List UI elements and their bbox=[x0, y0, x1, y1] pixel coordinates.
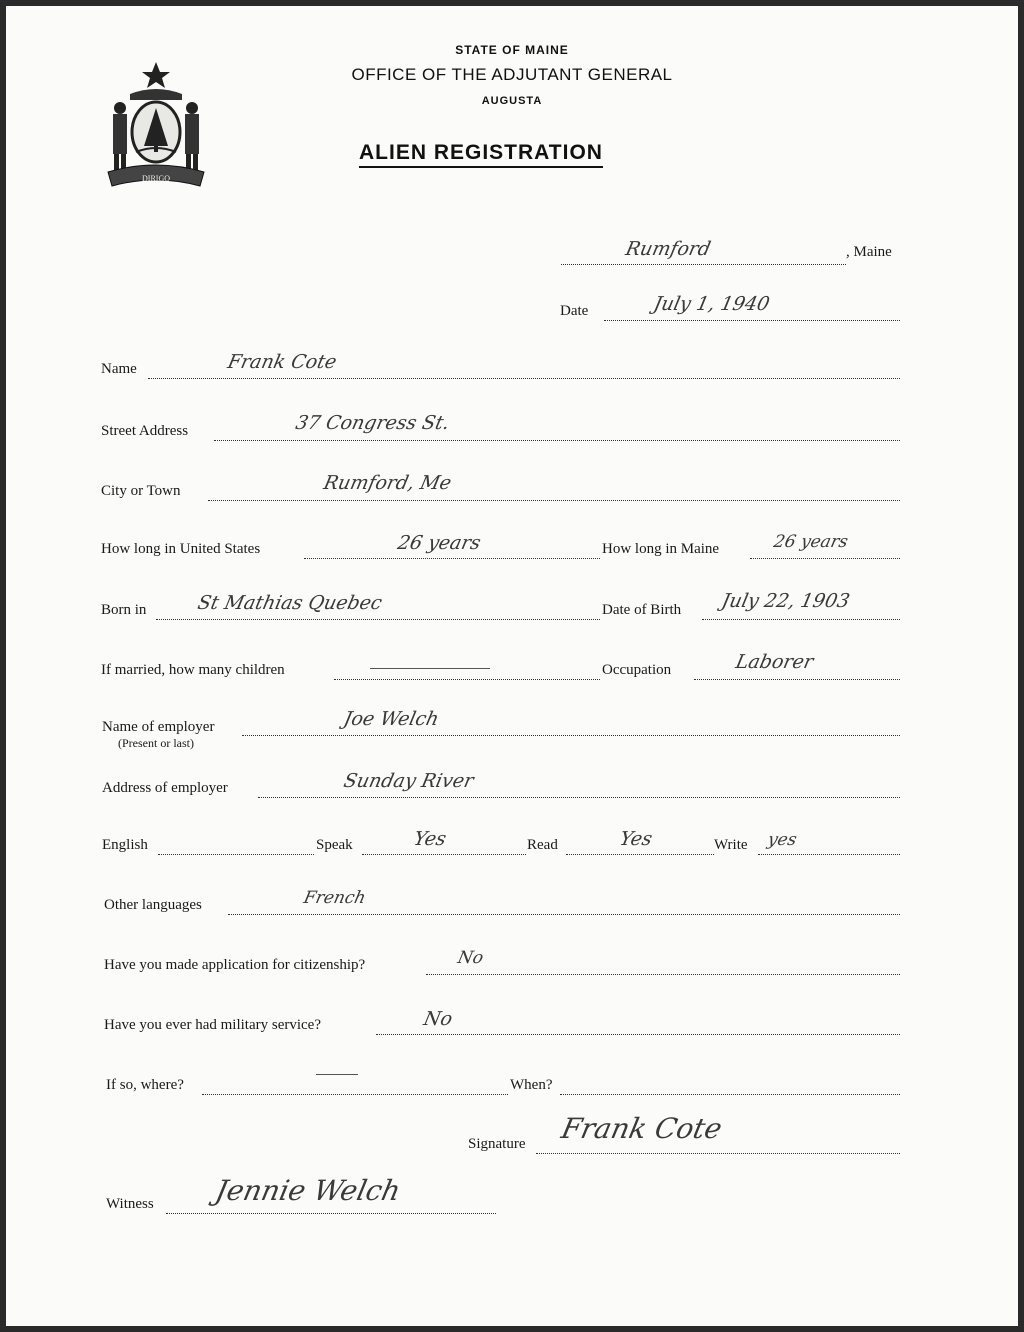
employer-name-value: Joe Welch bbox=[341, 708, 441, 730]
name-label: Name bbox=[101, 361, 137, 377]
speak-value: Yes bbox=[411, 828, 449, 850]
other-languages-label: Other languages bbox=[104, 897, 202, 913]
witness-value: Jennie Welch bbox=[212, 1174, 404, 1207]
date-of-birth-line bbox=[702, 619, 900, 620]
employer-name-line bbox=[242, 735, 900, 736]
other-languages-value: French bbox=[301, 888, 368, 908]
employer-name-label: Name of employer bbox=[102, 719, 215, 735]
town-value: Rumford bbox=[623, 238, 713, 260]
how-long-maine-label: How long in Maine bbox=[602, 541, 720, 557]
city-town-value: Rumford, Me bbox=[321, 472, 454, 494]
occupation-value: Laborer bbox=[733, 651, 816, 673]
married-children-dash bbox=[370, 668, 490, 669]
military-label: Have you ever had military service? bbox=[104, 1017, 321, 1033]
born-in-line bbox=[156, 619, 600, 620]
english-label: English bbox=[102, 837, 148, 853]
when-line bbox=[560, 1094, 900, 1095]
speak-line bbox=[362, 854, 526, 855]
state-heading: STATE OF MAINE bbox=[455, 43, 569, 57]
street-line bbox=[214, 440, 900, 441]
city-town-label: City or Town bbox=[101, 483, 181, 499]
when-label: When? bbox=[510, 1077, 553, 1093]
date-label: Date bbox=[560, 303, 589, 319]
city-town-line bbox=[208, 500, 900, 501]
read-value: Yes bbox=[617, 828, 655, 850]
occupation-line bbox=[694, 679, 900, 680]
write-label: Write bbox=[714, 837, 748, 853]
date-line bbox=[604, 320, 900, 321]
how-long-us-label: How long in United States bbox=[101, 541, 261, 557]
form-page bbox=[6, 6, 1018, 1326]
signature-line bbox=[536, 1153, 900, 1154]
military-value: No bbox=[421, 1008, 455, 1030]
how-long-us-value: 26 years bbox=[395, 532, 483, 554]
date-of-birth-value: July 22, 1903 bbox=[719, 590, 852, 612]
citizenship-label: Have you made application for citizenship? bbox=[104, 957, 366, 973]
born-in-value: St Mathias Quebec bbox=[195, 592, 384, 614]
name-value: Frank Cote bbox=[225, 351, 339, 373]
date-value: July 1, 1940 bbox=[651, 293, 772, 315]
read-label: Read bbox=[527, 837, 558, 853]
name-line bbox=[148, 378, 900, 379]
employer-address-line bbox=[258, 797, 900, 798]
if-so-where-dash bbox=[316, 1074, 358, 1075]
citizenship-value: No bbox=[455, 948, 486, 968]
employer-name-sublabel: (Present or last) bbox=[118, 736, 194, 750]
if-so-where-label: If so, where? bbox=[106, 1077, 184, 1093]
english-line bbox=[158, 854, 314, 855]
signature-label: Signature bbox=[468, 1136, 526, 1152]
born-in-label: Born in bbox=[101, 602, 147, 618]
citizenship-line bbox=[426, 974, 900, 975]
occupation-label: Occupation bbox=[602, 662, 672, 678]
office-heading: OFFICE OF THE ADJUTANT GENERAL bbox=[351, 65, 673, 84]
how-long-maine-value: 26 years bbox=[771, 532, 850, 552]
married-children-line bbox=[334, 679, 600, 680]
married-children-label: If married, how many children bbox=[101, 662, 285, 678]
street-label: Street Address bbox=[101, 423, 189, 439]
witness-label: Witness bbox=[106, 1196, 154, 1212]
write-line bbox=[758, 854, 900, 855]
write-value: yes bbox=[765, 830, 799, 850]
maine-label: , Maine bbox=[846, 244, 892, 260]
street-value: 37 Congress St. bbox=[293, 412, 452, 434]
city-heading: AUGUSTA bbox=[481, 95, 543, 107]
svg-text:DIRIGO: DIRIGO bbox=[142, 174, 170, 183]
read-line bbox=[566, 854, 714, 855]
military-line bbox=[376, 1034, 900, 1035]
date-of-birth-label: Date of Birth bbox=[602, 602, 682, 618]
signature-value: Frank Cote bbox=[558, 1112, 726, 1145]
employer-address-value: Sunday River bbox=[341, 770, 476, 792]
town-line bbox=[561, 264, 846, 265]
employer-address-label: Address of employer bbox=[102, 780, 228, 796]
if-so-where-line bbox=[202, 1094, 508, 1095]
other-languages-line bbox=[228, 914, 900, 915]
how-long-us-line bbox=[304, 558, 600, 559]
witness-line bbox=[166, 1213, 496, 1214]
speak-label: Speak bbox=[316, 837, 353, 853]
how-long-maine-line bbox=[750, 558, 900, 559]
form-title: ALIEN REGISTRATION bbox=[359, 141, 603, 168]
